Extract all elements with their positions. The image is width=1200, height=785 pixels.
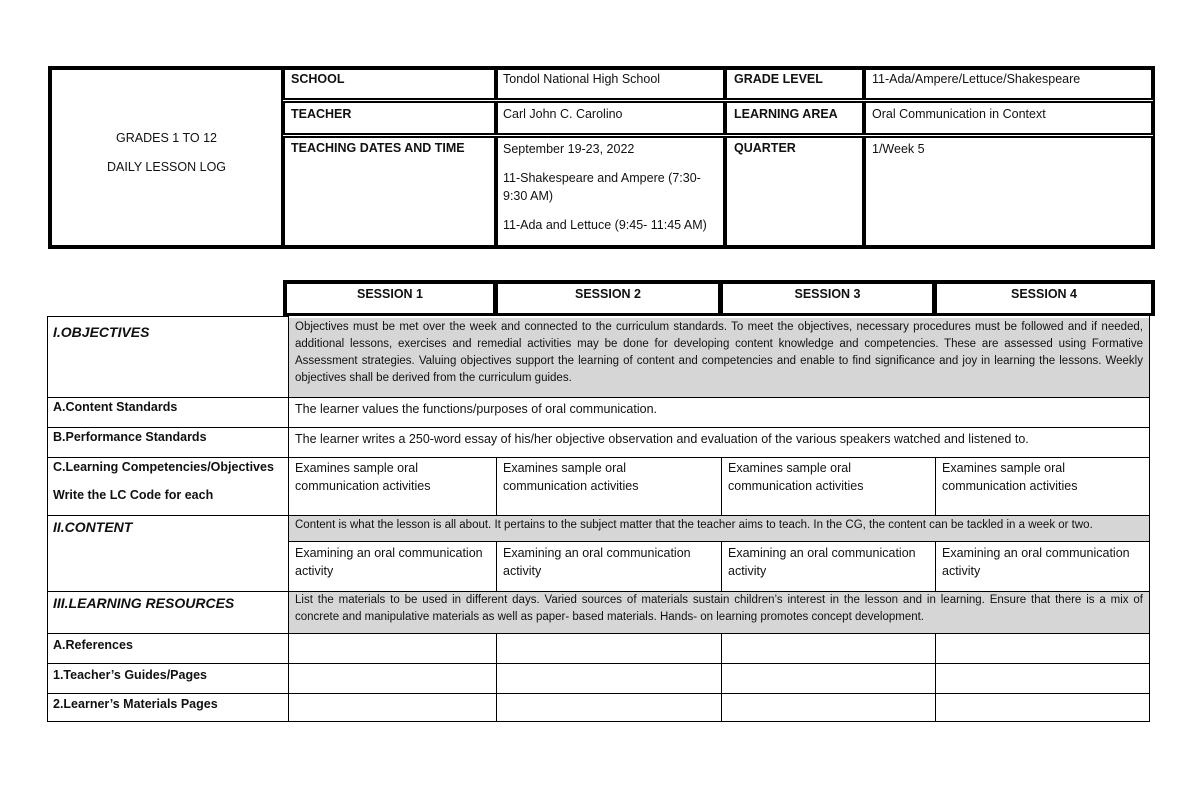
dates-label: TEACHING DATES AND TIME: [291, 141, 465, 155]
dates-value-2: 11-Shakespeare and Ampere (7:30-: [503, 171, 701, 185]
lc-label-1: C.Learning Competencies/Objectives: [53, 460, 274, 474]
content-label: II.CONTENT: [53, 519, 133, 535]
objectives-text: Objectives must be met over the week and connected to the curriculum standards. To meet the objectives, necessary procedures must be followed and if needed, additional lessons, exercises and remedial activities may be done for developing content knowledge and competencies. These are assessed using Formative Assessment strategies. Valuing objectives support the learning of content and competencies and enable to find significance and joy in learning the lessons. Weekly objectives shall be derived from the curriculum guides.: [295, 321, 1143, 384]
divider: [47, 397, 1150, 398]
divider: [47, 721, 1150, 722]
school-value: Tondol National High School: [503, 72, 661, 86]
divider: [723, 66, 727, 249]
content-standards-label: A.Content Standards: [53, 400, 178, 414]
divider: [721, 457, 722, 515]
content-cell-3: Examining an oral communication activity: [728, 546, 916, 578]
grade-level-label: GRADE LEVEL: [734, 72, 823, 86]
divider: [47, 427, 1150, 428]
content-text: Content is what the lesson is all about. It pertains to the subject matter that the teacher aims to teach. In the CG, the content can be tackled in a week or two.: [295, 519, 1093, 531]
content-cell-4: Examining an oral communication activity: [942, 546, 1130, 578]
divider: [721, 633, 722, 722]
divider: [862, 66, 866, 249]
grade-level-value: 11-Ada/Ampere/Lettuce/Shakespeare: [872, 72, 1081, 86]
session-3-header: SESSION 3: [794, 287, 861, 301]
references-label: A.References: [53, 638, 133, 652]
lc-cell-3: Examines sample oral communication activities: [728, 461, 864, 493]
lc-cell-1: Examines sample oral communication activities: [295, 461, 431, 493]
doc-title-line1: GRADES 1 TO 12: [116, 131, 217, 145]
divider: [935, 633, 936, 722]
dates-value-3: 9:30 AM): [503, 189, 554, 203]
divider: [47, 663, 1150, 664]
quarter-value: 1/Week 5: [872, 142, 925, 156]
session-2-header: SESSION 2: [575, 287, 641, 301]
lc-label-2: Write the LC Code for each: [53, 488, 214, 502]
teachers-guides-label: 1.Teacher’s Guides/Pages: [53, 668, 208, 682]
divider: [47, 693, 1150, 694]
divider: [288, 541, 1150, 542]
content-cell-2: Examining an oral communication activity: [503, 546, 691, 578]
teacher-value: Carl John C. Carolino: [503, 107, 623, 121]
quarter-label: QUARTER: [734, 141, 796, 155]
divider: [496, 633, 497, 722]
teacher-label: TEACHER: [291, 107, 352, 121]
divider: [496, 541, 497, 591]
learners-materials-label: 2.Learner’s Materials Pages: [53, 697, 218, 711]
session-1-header: SESSION 1: [357, 287, 423, 301]
divider: [47, 316, 48, 722]
lc-cell-4: Examines sample oral communication activities: [942, 461, 1078, 493]
learning-area-value: Oral Communication in Context: [872, 107, 1046, 121]
divider: [1149, 316, 1150, 722]
divider: [47, 316, 288, 317]
divider: [47, 633, 1150, 634]
divider: [494, 66, 498, 249]
resources-label: III.LEARNING RESOURCES: [53, 595, 235, 611]
doc-title-line2: DAILY LESSON LOG: [106, 160, 227, 174]
school-label: SCHOOL: [291, 72, 345, 86]
lc-cell-2: Examines sample oral communication activities: [503, 461, 639, 493]
content-standards-text: The learner values the functions/purposes of oral communication.: [295, 402, 657, 416]
divider: [283, 100, 1153, 101]
dates-value-4: 11-Ada and Lettuce (9:45- 11:45 AM): [503, 218, 707, 232]
divider: [935, 457, 936, 515]
divider: [283, 135, 1153, 136]
divider: [721, 541, 722, 591]
content-cell-1: Examining an oral communication activity: [295, 546, 483, 578]
performance-standards-label: B.Performance Standards: [53, 430, 207, 444]
divider: [281, 66, 285, 249]
objectives-label: I.OBJECTIVES: [53, 324, 150, 340]
divider: [935, 541, 936, 591]
learning-area-label: LEARNING AREA: [734, 107, 838, 121]
divider: [288, 316, 289, 722]
dates-value-1: September 19-23, 2022: [503, 142, 635, 156]
resources-text: List the materials to be used in different days. Varied sources of materials sustain children’s interest in the lesson and in learning. Ensure that there is a mix of concrete and manipulative materials as well as paper- based materials. Hands- on learning promotes concept development.: [295, 594, 1143, 623]
session-4-header: SESSION 4: [1011, 287, 1077, 301]
divider: [47, 515, 1150, 516]
performance-standards-text: The learner writes a 250-word essay of his/her objective observation and evaluation of the various speakers watched and listened to.: [295, 432, 1029, 446]
divider: [496, 457, 497, 515]
